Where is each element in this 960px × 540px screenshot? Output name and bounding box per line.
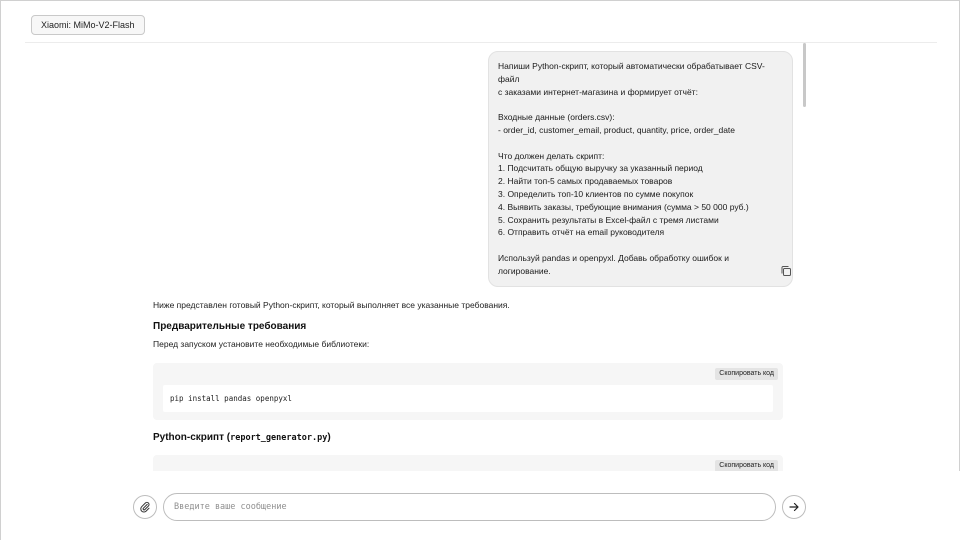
copy-icon[interactable]: [780, 265, 792, 277]
user-message-line: Входные данные (orders.csv):: [498, 112, 615, 123]
assistant-intro-text: Ниже представлен готовый Python-скрипт, который выполняет все указанные требования.: [153, 300, 510, 310]
code-block-script: [153, 455, 783, 471]
assistant-message: [153, 299, 783, 471]
user-message-line: 5. Сохранить результаты в Excel-файл с тремя листами: [498, 214, 719, 225]
arrow-right-icon: [788, 501, 800, 513]
copy-code-button[interactable]: Скопировать код: [715, 368, 778, 380]
chat-area[interactable]: [1, 43, 960, 471]
message-input[interactable]: [163, 493, 776, 521]
send-button[interactable]: [782, 495, 806, 519]
user-message-line: Напиши Python-скрипт, который автоматически обрабатывает CSV-файл: [498, 61, 765, 84]
attach-button[interactable]: [133, 495, 157, 519]
heading-script-suffix: ): [327, 432, 331, 443]
user-message-line: 2. Найти топ-5 самых продаваемых товаров: [498, 176, 673, 187]
user-message-line: 3. Определить топ-10 клиентов по сумме покупок: [498, 188, 694, 199]
user-message-line: - order_id, customer_email, product, quantity, price, order_date: [498, 124, 736, 135]
user-message-bubble: [488, 51, 793, 287]
user-message-line: [498, 239, 783, 252]
user-message-line: [498, 137, 783, 150]
prerequisites-text: Перед запуском установите необходимые библиотеки:: [153, 339, 370, 349]
copy-code-button[interactable]: Скопировать код: [715, 460, 778, 471]
heading-python-script: [153, 432, 783, 443]
composer: [1, 471, 960, 540]
user-message-line: 4. Выявить заказы, требующие внимания (сумма > 50 000 руб.): [498, 201, 749, 212]
user-message-line: 6. Отправить отчёт на email руководителя: [498, 227, 665, 238]
code-block-install: [153, 363, 783, 420]
heading-prerequisites: Предварительные требования: [153, 321, 307, 332]
scrollbar-thumb[interactable]: [803, 43, 806, 107]
code-content: pip install pandas openpyxl: [163, 385, 773, 412]
user-message-line: Используй pandas и openpyxl. Добавь обработку ошибок и логирование.: [498, 252, 732, 276]
paperclip-icon: [139, 501, 151, 513]
script-filename: report_generator.py: [230, 433, 328, 443]
model-selector-button[interactable]: Xiaomi: MiMo-V2-Flash: [31, 15, 145, 35]
user-message-line: с заказами интернет-магазина и формирует отчёт:: [498, 86, 698, 97]
heading-script-prefix: Python-скрипт (: [153, 432, 231, 443]
user-message-line: Что должен делать скрипт:: [498, 150, 605, 161]
top-bar: [25, 15, 937, 43]
user-message-line: [498, 98, 783, 111]
user-message-line: 1. Подсчитать общую выручку за указанный период: [498, 163, 703, 174]
